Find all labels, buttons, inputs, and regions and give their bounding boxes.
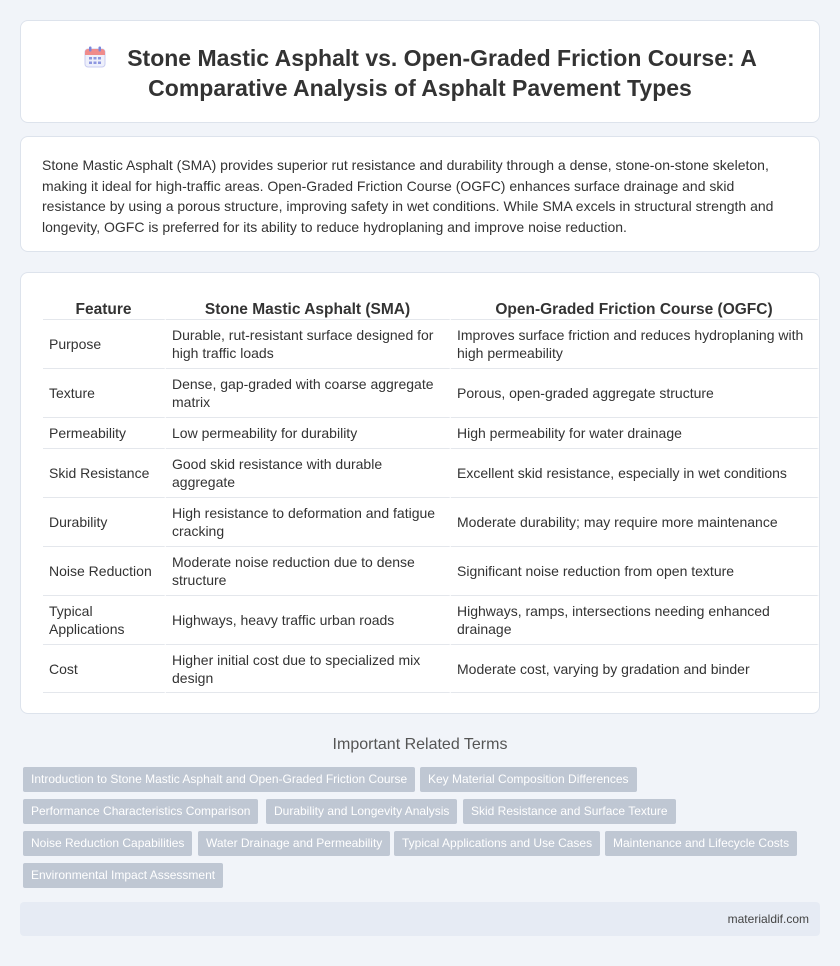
related-tag[interactable]: Water Drainage and Permeability — [198, 831, 390, 856]
row-feature: Typical Applications — [43, 595, 166, 644]
header-feature: Feature — [43, 295, 166, 319]
page-title: Stone Mastic Asphalt vs. Open-Graded Friction Course: A Comparative Analysis of Asphalt Pavement Types — [127, 45, 757, 101]
related-tag[interactable]: Noise Reduction Capabilities — [23, 831, 192, 856]
row-ogfc: Moderate cost, varying by gradation and binder — [451, 644, 819, 693]
row-sma: Durable, rut-resistant surface designed for high traffic loads — [166, 319, 451, 368]
row-sma: Dense, gap-graded with coarse aggregate matrix — [166, 368, 451, 417]
row-feature: Skid Resistance — [43, 448, 166, 497]
row-sma: Good skid resistance with durable aggregate — [166, 448, 451, 497]
table-row — [43, 546, 819, 595]
row-sma: Higher initial cost due to specialized mix design — [166, 644, 451, 693]
related-tag[interactable]: Skid Resistance and Surface Texture — [463, 799, 676, 824]
row-feature: Noise Reduction — [43, 546, 166, 595]
related-tag[interactable]: Maintenance and Lifecycle Costs — [605, 831, 797, 856]
page-title-wrap — [21, 43, 819, 103]
row-sma: High resistance to deformation and fatigue cracking — [166, 497, 451, 546]
row-sma: Highways, heavy traffic urban roads — [166, 595, 451, 644]
table-row — [43, 319, 819, 368]
row-feature: Texture — [43, 368, 166, 417]
row-sma: Moderate noise reduction due to dense structure — [166, 546, 451, 595]
footer-site-link[interactable]: materialdif.com — [727, 912, 809, 926]
row-ogfc: Moderate durability; may require more maintenance — [451, 497, 819, 546]
row-feature: Permeability — [43, 417, 166, 448]
related-tag[interactable]: Performance Characteristics Comparison — [23, 799, 258, 824]
row-ogfc: Porous, open-graded aggregate structure — [451, 368, 819, 417]
table-row — [43, 644, 819, 693]
table-row — [43, 595, 819, 644]
row-ogfc: High permeability for water drainage — [451, 417, 819, 448]
header-ogfc: Open-Graded Friction Course (OGFC) — [451, 295, 819, 319]
comparison-table-card — [20, 272, 820, 714]
footer — [20, 902, 820, 936]
row-ogfc: Excellent skid resistance, especially in wet conditions — [451, 448, 819, 497]
related-tag[interactable]: Environmental Impact Assessment — [23, 863, 223, 888]
row-ogfc: Significant noise reduction from open texture — [451, 546, 819, 595]
row-feature: Durability — [43, 497, 166, 546]
calendar-icon — [83, 45, 107, 69]
comparison-table — [43, 295, 819, 693]
title-card — [20, 20, 820, 123]
row-ogfc: Improves surface friction and reduces hydroplaning with high permeability — [451, 319, 819, 368]
related-terms-heading: Important Related Terms — [332, 736, 508, 753]
header-sma: Stone Mastic Asphalt (SMA) — [166, 295, 451, 319]
table-header-row — [43, 295, 819, 319]
related-tag[interactable]: Key Material Composition Differences — [420, 767, 637, 792]
table-row — [43, 497, 819, 546]
summary-card — [20, 136, 820, 252]
related-tag[interactable]: Introduction to Stone Mastic Asphalt and Open-Graded Friction Course — [23, 767, 415, 792]
row-feature: Cost — [43, 644, 166, 693]
row-ogfc: Highways, ramps, intersections needing enhanced drainage — [451, 595, 819, 644]
row-sma: Low permeability for durability — [166, 417, 451, 448]
table-row — [43, 448, 819, 497]
row-feature: Purpose — [43, 319, 166, 368]
table-row — [43, 368, 819, 417]
related-tag[interactable]: Typical Applications and Use Cases — [394, 831, 600, 856]
table-row — [43, 417, 819, 448]
summary-text: Stone Mastic Asphalt (SMA) provides superior rut resistance and durability through a dense, stone-on-stone skeleton, making it ideal for high-traffic areas. Open-Graded Friction Course (OGFC) enhances surface drainage and skid resistance by using a porous structure, improving safety in wet conditions. While SMA excels in structural strength and longevity, OGFC is preferred for its ability to reduce hydroplaning and improve noise reduction. — [42, 157, 774, 235]
related-tag[interactable]: Durability and Longevity Analysis — [266, 799, 457, 824]
